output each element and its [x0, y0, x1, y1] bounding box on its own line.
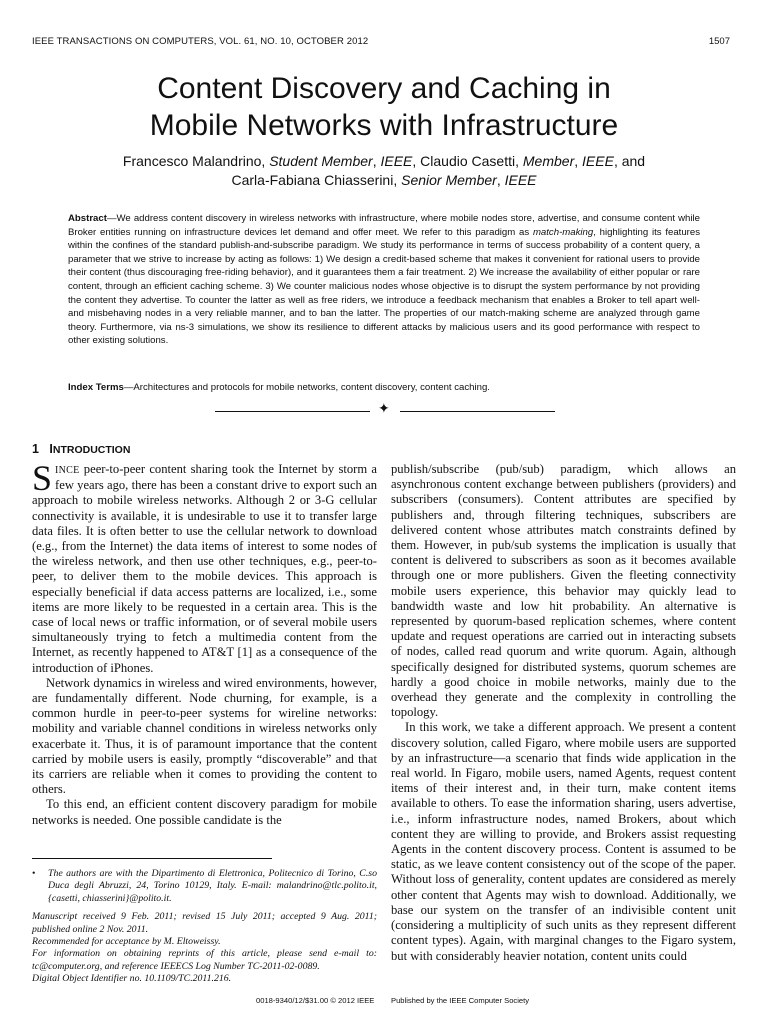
author-line-2: Carla-Fabiana Chiasserini, Senior Member, IEEE: [231, 172, 537, 188]
body-paragraph: [32, 458, 377, 676]
body-paragraph: In this work, we take a different approach. We present a content discovery solution, called Figaro, where mobile users are supported by an infrastructure—a scenario that finds wide application in the real world. In Figaro, mobile users, named Agents, request content items of their interest and, in their turn, make content items available to others. To ease the information sharing, users advertise, i.e., inform infrastructure nodes, named Brokers, about which content they are willing to provide, and Brokers assist requesting Agents in the content discovery process. Content is assumed to be static, as we leave content consistency out of the scope of the paper. Without loss of generality, content updates are considered as merely other content that Agents may wish to download. Additionally, we base our system on the transfer of an indivisible content unit (considering a multiplicity of such units as they represent different content types). Again, with marginal changes to the Figaro system, but with considerably heavier notation, content units could: [391, 720, 736, 963]
author-list: [60, 152, 708, 190]
separator-star-icon: ✦: [378, 402, 390, 417]
footnote-bullet: •: [32, 868, 36, 879]
title-line-2: Mobile Networks with Infrastructure: [149, 109, 619, 142]
footnote-rule: [32, 858, 272, 859]
author-role: Member: [522, 153, 575, 169]
abstract-term: match-making: [532, 226, 594, 238]
section-heading: [32, 442, 130, 456]
left-column: [32, 458, 377, 828]
reprints-note: For information on obtaining reprints of this article, please send e-mail to: tc@computer.org, and reference IEEECS Log Number TC-2011-02-0089.: [32, 948, 377, 972]
author-line-1: Francesco Malandrino, Student Member, IEEE, Claudio Casetti, Member, IEEE, and: [122, 153, 646, 169]
paper-title: [0, 70, 768, 144]
running-header: IEEE TRANSACTIONS ON COMPUTERS, VOL. 61, NO. 10, OCTOBER 2012: [32, 36, 369, 47]
copyright-footer: 0018-9340/12/$31.00 © 2012 IEEE: [256, 996, 375, 1005]
index-terms-label: Index Terms: [68, 382, 124, 393]
section-title-rest: NTRODUCTION: [52, 444, 131, 456]
author-org: IEEE: [380, 153, 413, 169]
affiliation-text: The authors are with the Dipartimento di Elettronica, Politecnico di Torino, C.so Duca degli Abruzzi, 24, Torino 10129, Italy. E-mail: malandrino@tlc.polito.it, {casetti, chiasserini}@polito.it.: [48, 868, 377, 904]
author-conjunction: and: [621, 153, 646, 169]
body-paragraph: publish/subscribe (pub/sub) paradigm, which allows an asynchronous content exchange between publishers (providers) and subscribers (consumers). Content attributes are specified by publishers and, through filtering techniques, subscribers are delivered content whose attributes match constraints defined by them. However, in pub/sub systems the implication is usually that content is delivered to subscribers as soon as it becomes available through one or more publishers. Given the fleeting connectivity mobile users experience, this behavior may quickly lead to bandwidth waste and low hit probability. An alternative is represented by quorum-based replication schemes, where content update and request operations are carried out in interacting subsets of nodes, called read quorum and write quorum. Again, although specifically designed for distributed systems, quorum schemes are hardly a good choice in mobile networks, mainly due to the overhead they generate and the complexity in controlling the topology.: [391, 462, 736, 720]
right-column: [391, 462, 736, 964]
author-name: Carla-Fabiana Chiasserini,: [231, 172, 398, 188]
abstract-text-a: —We address content discovery in wireless networks with infrastructure, where mobile nodes store, advertise, and consume content while Broker entities running on infrastructure devices let demand and offer meet. We refer to this paradigm as: [68, 213, 700, 238]
recommended-note: Recommended for acceptance by M. Eltoweissy.: [32, 936, 221, 948]
author-org: IEEE: [582, 153, 614, 169]
paragraph-text: peer-to-peer content sharing took the Internet by storm a few years ago, there has been a constant drive to export such an approach to mobile wireless networks. Although 2 or 3-G cellular connectivity is available, it is undesirable to use it to transfer large data files. It is often better to use the cellular network to download (e.g., from the Internet) the data items of interest to some nodes of the wireless network, and then use other techniques, e.g., peer-to-peer, to deliver them to the mobile devices. This approach is especially beneficial if data access patterns are localized, i.e., some items are more likely to be requested in a certain area. This is the case of local news or traffic information, or of several mobile users simultaneously trying to fetch a multimedia content from the Internet, as recently happened to AT&T [1] as a consequence of the introduction of iPhones.: [32, 462, 377, 675]
body-paragraph: To this end, an efficient content discovery paradigm for mobile networks is needed. One possible candidate is the: [32, 797, 377, 827]
author-org: IEEE: [504, 172, 537, 188]
doi-note: Digital Object Identifier no. 10.1109/TC.2011.216.: [32, 973, 232, 985]
author-name: Claudio Casetti,: [420, 153, 519, 169]
section-separator: [215, 404, 555, 418]
affiliation-footnote: [32, 868, 377, 905]
author-role: Senior Member: [401, 172, 497, 188]
section-number: 1: [32, 442, 39, 456]
section-initial: I: [49, 442, 53, 456]
separator-rule-right: [400, 411, 555, 412]
page-number: 1507: [708, 36, 730, 47]
body-paragraph: Network dynamics in wireless and wired environments, however, are fundamentally different. Node churning, for example, is a common hurdle in peer-to-peer systems for wireline networks: mobility and variable channel conditions in wireless networks only exacerbate it. Thus, it is of paramount importance that the content carried by mobile users is easily, promptly “discoverable” and that its carriers are reliable when it comes to providing the content to others.: [32, 675, 377, 797]
index-terms-text: —Architectures and protocols for mobile networks, content discovery, content caching.: [123, 382, 490, 393]
abstract-label: Abstract: [68, 213, 107, 224]
author-name: Francesco Malandrino,: [122, 153, 266, 169]
abstract-text-b: , highlighting its features within the confines of the standard publish-and-subscribe paradigm. We study its performance in terms of success probability of a content query, a parameter that we strive to increase by acting as follows: 1) We design a credit-based scheme that makes it convenient for rational users to provide their content (thus discouraging free-riding behavior), and it guarantees them a fair treatment. 2) We increase the availability of either popular or rare content, through an efficient caching scheme. 3) We counter malicious nodes whose objective is to disrupt the system performance by not providing the content they advertise. To counter the latter as well as free riders, we introduce a feedback mechanism that enables a Broker to tell apart well- and misbehaving nodes in a very reliable manner, and to ban the latter. The properties of our match-making scheme are analyzed through game theory. Furthermore, via ns-3 simulations, we show its resilience to different attacks by malicious users and its good performance with respect to other existing solutions.: [68, 226, 700, 347]
index-terms: [68, 381, 700, 395]
abstract: [68, 212, 700, 348]
drop-cap: S: [32, 458, 53, 498]
author-role: Student Member: [269, 153, 373, 169]
publisher-footer: Published by the IEEE Computer Society: [391, 996, 530, 1005]
separator-rule-left: [215, 411, 370, 412]
manuscript-note: Manuscript received 9 Feb. 2011; revised 15 July 2011; accepted 9 Aug. 2011; published online 2 Nov. 2011.: [32, 911, 377, 935]
lead-smallcaps: INCE: [55, 465, 80, 476]
title-line-1: Content Discovery and Caching in: [157, 72, 611, 105]
footnotes: [32, 868, 377, 986]
